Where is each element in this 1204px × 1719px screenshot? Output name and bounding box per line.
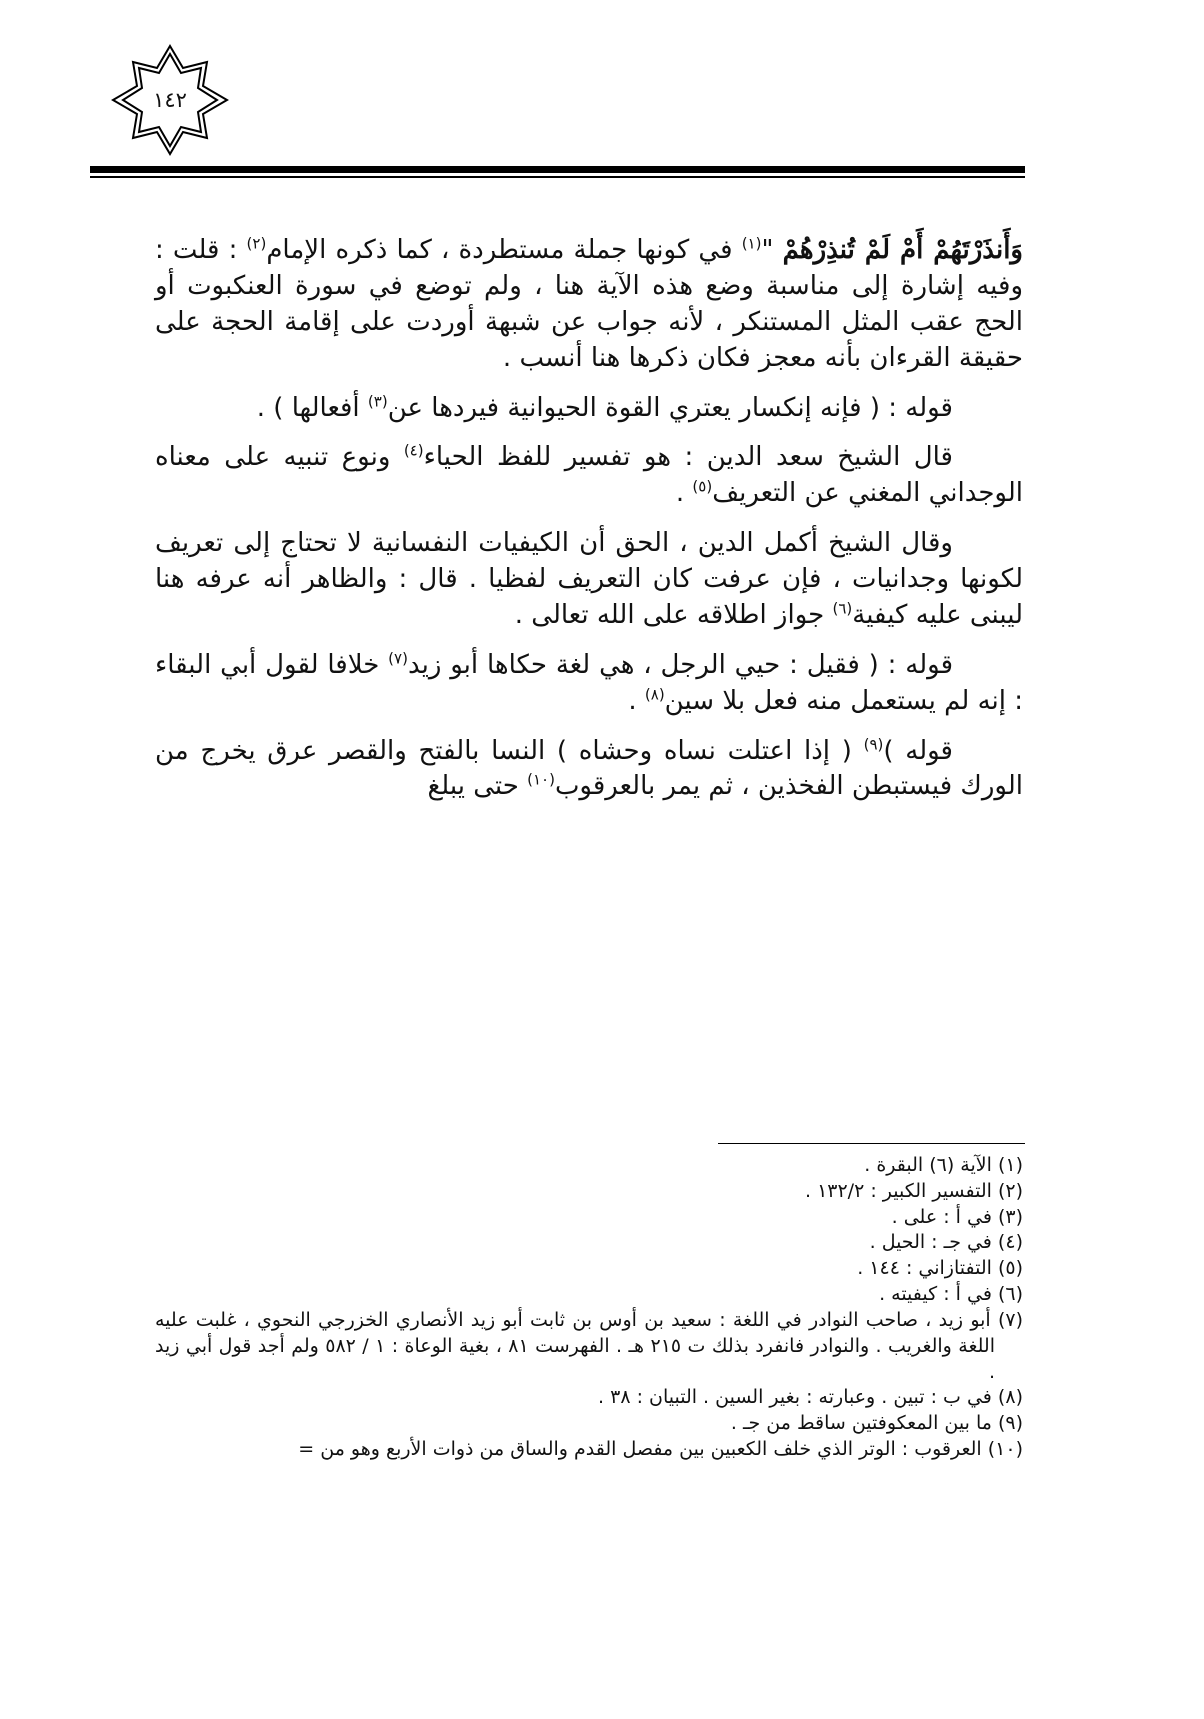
text: : قلت : وفيه إشارة إلى مناسبة وضع هذه الآية هنا ، ولم توضع في سورة العنكبوت أو الحج عقب المثل المستنكر ، لأنه جواب عن شبهة أوردت على إقامة الحجة على حقيقة القرءان بأنه معجز فكان ذكرها هنا أنسب . — [155, 235, 1023, 373]
footnote-ref[interactable]: (١٠) — [527, 770, 555, 789]
text: أفعالها ) . — [256, 392, 368, 423]
footnote-item: (٤) في جـ : الحيل . — [869, 1231, 1023, 1254]
header-rule — [90, 166, 1025, 173]
text: قال الشيخ سعد الدين : هو تفسير للفظ الحياء — [423, 442, 953, 473]
text: وقال الشيخ أكمل الدين ، الحق أن الكيفيات النفسانية لا تحتاج إلى تعريف لكونها وجدانيات ، فإن عرفت كان التعريف لفظيا . قال : والظاهر أنه عرفه هنا ليبنى عليه كيفية — [155, 528, 1023, 630]
paragraph-4 — [155, 526, 1023, 634]
quran-verse: وَأَنذَرْتَهُمْ أَمْ لَمْ تُنذِرْهُمْ — [782, 235, 1023, 265]
footnote-separator — [718, 1143, 1025, 1144]
footnote-ref[interactable]: (٩) — [863, 734, 884, 753]
footnote-ref[interactable]: (٦) — [832, 599, 853, 618]
footnote-item: (٧) أبو زيد ، صاحب النوادر في اللغة : سعيد بن أوس بن ثابت أبو زيد الأنصاري الخزرجي النحوي ، غلبت عليه اللغة والغريب . والنوادر فانفرد بذلك ت ٢١٥ هـ . الفهرست ٨١ ، بغية الوعاة : ١ / ٥٨٢ ولم أجد قول أبي زيد . — [155, 1308, 1023, 1383]
paragraph-6 — [155, 734, 1023, 806]
paragraph-3 — [155, 440, 1023, 512]
text: في كونها جملة مستطردة ، كما ذكره الإمام — [266, 235, 742, 265]
text: . — [675, 478, 693, 509]
footnote-ref[interactable]: (١) — [741, 234, 762, 253]
footnote-item: (٣) في أ : على . — [891, 1205, 1023, 1228]
footnote-ref[interactable]: (٥) — [692, 477, 713, 496]
footnote-item: (٩) ما بين المعكوفتين ساقط من جـ . — [730, 1412, 1023, 1435]
text: " — [761, 235, 783, 265]
page-number: ١٤٢ — [153, 88, 187, 112]
text: قوله : ( فقيل : حيي الرجل ، هي لغة حكاها أبو زيد — [407, 649, 953, 680]
text: حتى يبلغ — [427, 771, 528, 802]
text: ونوع تنبيه على معناه الوجداني المغني عن التعريف — [155, 442, 1023, 509]
footnote-item: (٥) التفتازاني : ١٤٤ . — [857, 1257, 1023, 1280]
footnote-item: (٨) في ب : تبين . وعبارته : بغير السين . التبيان : ٣٨ . — [598, 1386, 1023, 1409]
footnote-ref[interactable]: (٤) — [403, 441, 424, 460]
text: . — [628, 685, 645, 716]
footnote-item: (٢) التفسير الكبير : ١٣٢/٢ . — [804, 1179, 1023, 1202]
paragraph-1 — [155, 233, 1023, 377]
page-number-badge — [95, 40, 245, 160]
footnote-ref[interactable]: (٨) — [644, 684, 665, 703]
footnote-item: (١) الآية (٦) البقرة . — [864, 1154, 1023, 1176]
text: ( إذا اعتلت نساه وحشاه ) النسا بالفتح والقصر عرق يخرج من الورك فيستبطن الفخذين ، ثم يمر بالعرقوب — [155, 735, 1023, 802]
text: جواز اطلاقه على الله تعالى . — [514, 599, 833, 630]
paragraph-5 — [155, 648, 1023, 720]
footnote-item: (٦) في أ : كيفيته . — [879, 1283, 1023, 1306]
footnotes — [155, 1153, 1023, 1463]
footnote-ref[interactable]: (٣) — [367, 391, 388, 410]
header-rule-thin — [90, 176, 1025, 178]
footnote-ref[interactable]: (٢) — [246, 234, 267, 253]
footnote-item: (١٠) العرقوب : الوتر الذي خلف الكعبين بين مفصل القدم والساق من ذوات الأربع وهو من = — [298, 1438, 1023, 1461]
footnote-ref[interactable]: (٧) — [388, 649, 408, 668]
main-text — [155, 233, 1023, 819]
text: قوله ) — [883, 735, 953, 766]
paragraph-2 — [155, 391, 1023, 427]
text: خلافا لقول أبي البقاء : إنه لم يستعمل منه فعل بلا سين — [155, 649, 1023, 716]
text: قوله : ( فإنه إنكسار يعتري القوة الحيوانية فيردها عن — [387, 392, 953, 423]
